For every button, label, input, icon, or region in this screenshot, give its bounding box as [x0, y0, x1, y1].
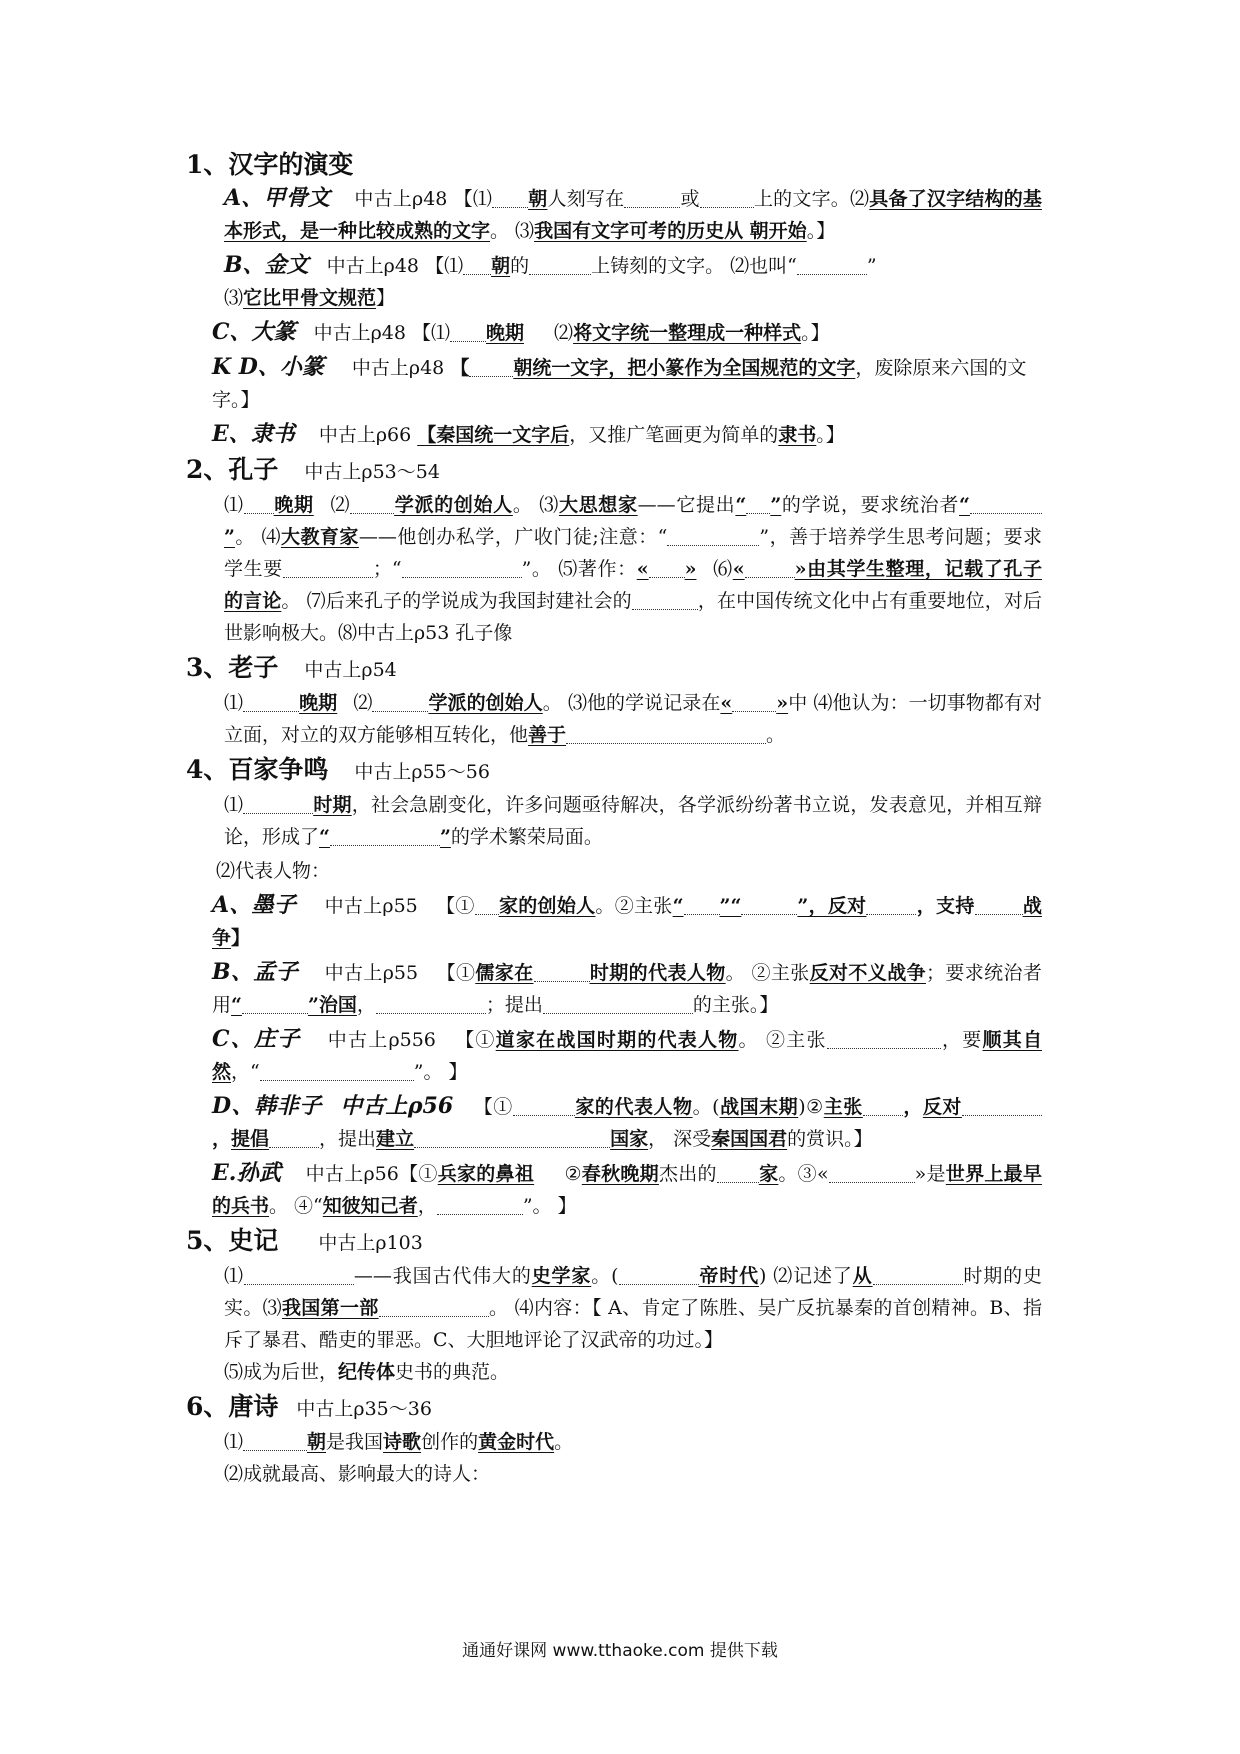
- section-1-item-c: C、大篆 中古上ρ48 【⑴ 晚期 ⑵将文字统一整理成一种样式。】: [212, 319, 830, 345]
- section-3-body: ⑴ 晚期 ⑵ 学派的创始人。 ⑶他的学说记录在« »中 ⑷他认为：一切事物都有对立面，对立的双方能够相互转化，他善于 。: [224, 692, 1042, 746]
- section-1-item-d: K D、小篆 中古上ρ48 【 朝统一文字，把小篆作为全国规范的文字，废除原来六国的文字。】: [212, 354, 1027, 411]
- section-1-item-a: A、甲骨文 中古上ρ48 【⑴ 朝人刻写在 或 上的文字。⑵具备了汉字结构的基本形式，是一种比较成熟的文字。 ⑶我国有文字可考的历史从 朝开始。】: [224, 185, 1042, 242]
- section-3-title: 3、老子 中古上ρ54: [186, 653, 397, 682]
- section-4-reps-label: ⑵代表人物：: [216, 860, 331, 882]
- section-4-item-a: A、墨子 中古上ρ55 【① 家的创始人。②主张“ ”“ ”，反对 ，支持 战争】: [212, 892, 1042, 949]
- section-4-item-e: E.孙武 中古上ρ56【①兵家的鼻祖 ②春秋晚期杰出的 家。③« »是世界上最早的兵书。 ④“知彼知己者， ”。 】: [212, 1160, 1042, 1217]
- section-1-item-e: E、隶书 中古上ρ66 【秦国统一文字后，又推广笔画更为简单的隶书。】: [212, 421, 845, 447]
- section-6-body: ⑴ 朝是我国诗歌创作的黄金时代。 ⑵成就最高、影响最大的诗人：: [224, 1431, 574, 1485]
- section-4-item-c: C、庄子 中古上ρ556 【①道家在战国时期的代表人物。 ②主张 ，要顺其自然，“ ”。 】: [212, 1026, 1042, 1083]
- section-1-title: 1、汉字的演变: [186, 150, 354, 179]
- section-2-body: ⑴ 晚期 ⑵ 学派的创始人。 ⑶大思想家——它提出“ ”的学说，要求统治者“”。 ⑷大教育家——他创办私学，广收门徒;注意：“ ”，善于培养学生思考问题；要求学生要 ；“ ”。 ⑸著作：« » ⑹« »由其学生整理，记载了孔子的言论。 ⑺后来孔子的学说成为我国封建社会的 ，在中国传统文化中占有重要地位，对后世影响极大。⑻中古上ρ53 孔子像: [224, 494, 1042, 644]
- section-2-title: 2、孔子 中古上ρ53～54: [186, 455, 440, 484]
- section-1-item-b: B、金文 中古上ρ48 【⑴ 朝的 上铸刻的文字。 ⑵也叫“ ” ⑶它比甲骨文规范】: [224, 252, 877, 309]
- section-4-title: 4、百家争鸣 中古上ρ55～56: [186, 755, 490, 784]
- section-4-intro: ⑴ 时期，社会急剧变化，许多问题亟待解决，各学派纷纷著书立说，发表意见，并相互辩论，形成了“ ”的学术繁荣局面。: [224, 794, 1042, 848]
- section-4-item-b: B、孟子 中古上ρ55 【①儒家在 时期的代表人物。 ②主张反对不义战争；要求统治者用“ ”治国， ；提出 的主张。】: [212, 959, 1042, 1016]
- section-5-title: 5、史记 中古上ρ103: [186, 1226, 423, 1255]
- section-4-item-d: D、韩非子 中古上ρ56 【① 家的代表人物。(战国末期)②主张 ，反对，提倡 ，提出建立 国家， 深受秦国国君的赏识。】: [212, 1090, 1042, 1155]
- page-footer: 通通好课网 www.tthaoke.com 提供下载: [462, 1641, 778, 1661]
- section-6-title: 6、唐诗 中古上ρ35～36: [186, 1392, 432, 1421]
- section-5-body: ⑴ ——我国古代伟大的史学家。( 帝时代) ⑵记述了从 时期的史实。⑶我国第一部 。 ⑷内容：【 A、肯定了陈胜、吴广反抗暴秦的首创精神。B、指斥了暴君、酷吏的罪恶。C、大胆地评论了汉武帝的功过。】 ⑸成为后世，纪传体史书的典范。: [224, 1265, 1042, 1383]
- document-content: [186, 148, 1042, 1492]
